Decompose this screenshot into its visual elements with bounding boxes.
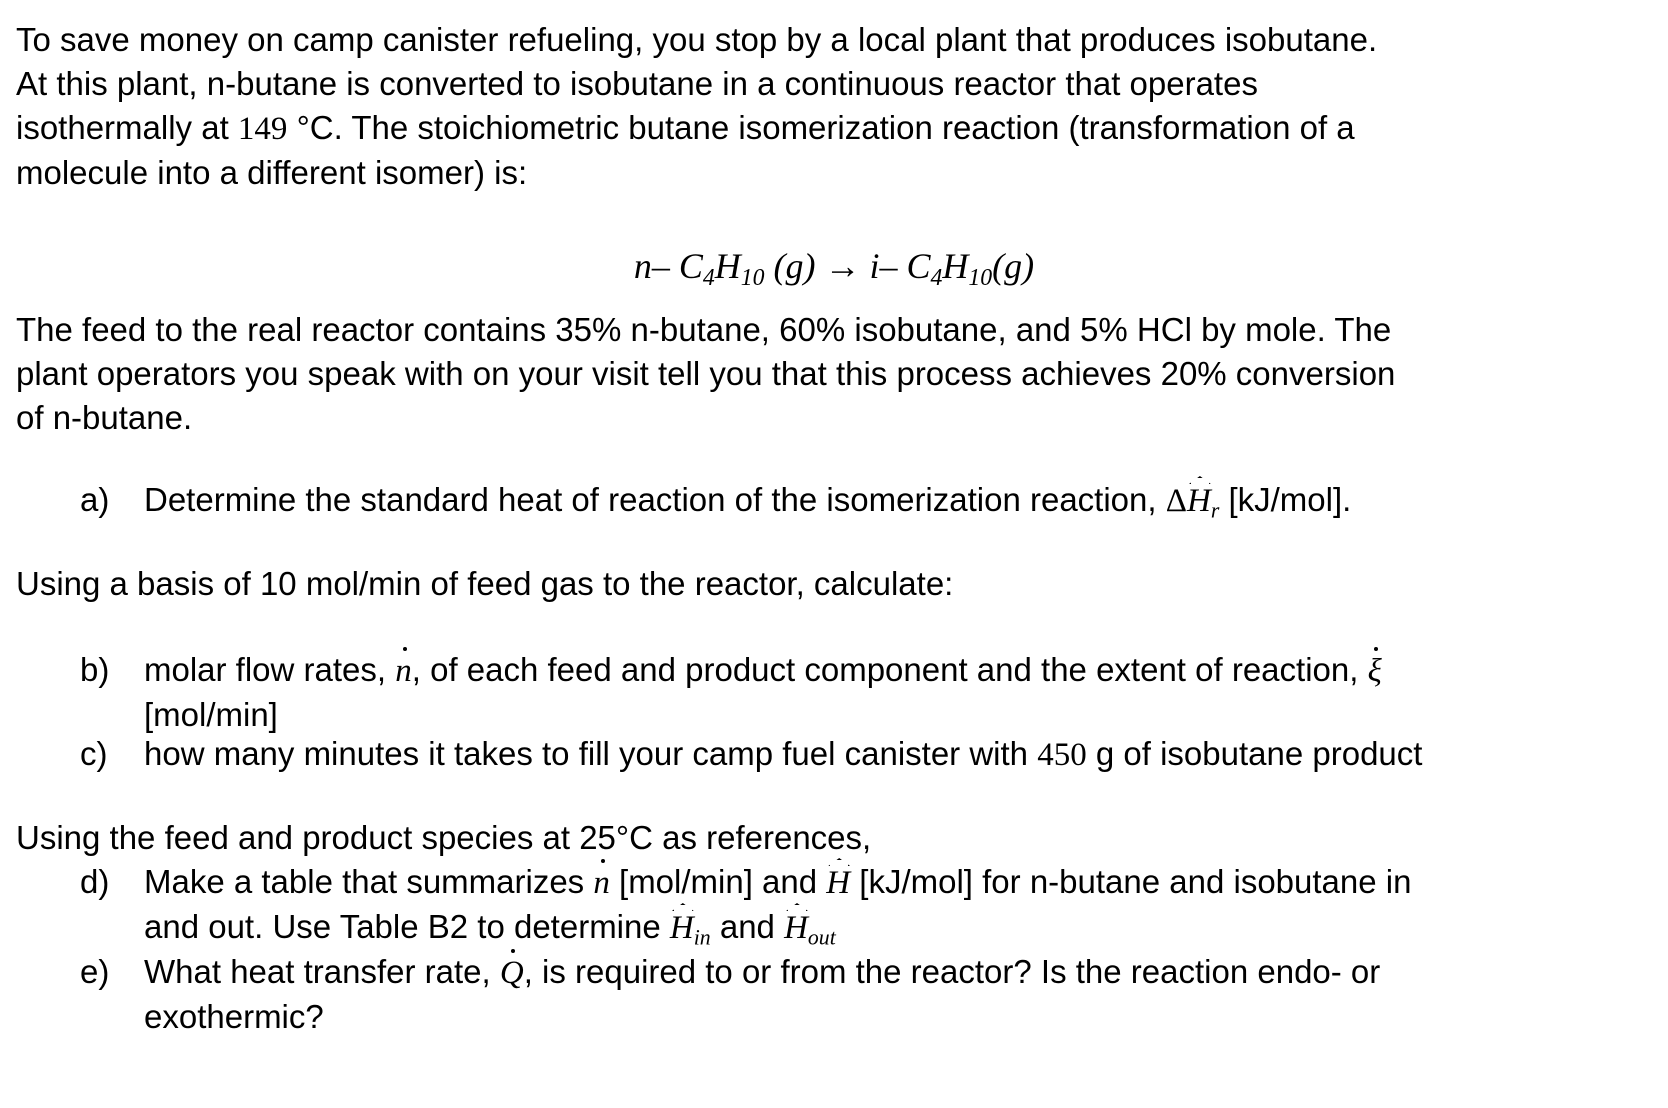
question-d-marker: d)	[80, 863, 110, 900]
basis-paragraph	[16, 562, 1656, 606]
question-c-marker: c)	[80, 735, 108, 772]
reactant-prefix: n– C	[633, 246, 703, 286]
feed-paragraph	[16, 308, 1656, 440]
reference-text: Using the feed and product species at 25°C as references,	[16, 819, 872, 856]
product-carbon-count: 4	[930, 265, 943, 292]
question-d-line-1	[144, 860, 1664, 905]
reaction-arrow: →	[815, 246, 870, 286]
question-a-text	[144, 478, 1664, 523]
delta-symbol: Δ	[1165, 483, 1187, 519]
molar-flow-symbol: n	[395, 649, 412, 693]
question-a-prompt: Determine the standard heat of reaction of the isomerization reaction,	[144, 481, 1166, 518]
extent-symbol: ξ	[1368, 649, 1382, 693]
reactant-hydrogen: H	[714, 246, 741, 286]
enthalpy-symbol: H	[1187, 479, 1211, 523]
feed-line-2: plant operators you speak with on your visit tell you that this process achieves 20% conversion	[16, 355, 1396, 392]
intro-line-3	[16, 106, 1656, 151]
out-subscript: out	[807, 925, 836, 950]
reactant-carbon-count: 4	[702, 265, 715, 292]
question-b-line-2: [mol/min]	[144, 696, 278, 733]
product-phase: (g)	[992, 246, 1035, 286]
reaction-subscript: r	[1210, 498, 1220, 523]
question-b-marker: b)	[80, 651, 110, 688]
molar-flow-symbol: n	[593, 861, 610, 905]
question-c-prompt-rest: g of isobutane product	[1086, 735, 1423, 772]
question-b-text	[144, 648, 1664, 737]
heat-rate-symbol: Q	[500, 951, 524, 995]
question-d-line-2-text: and out. Use Table B2 to determine	[144, 908, 670, 945]
question-c-prompt: how many minutes it takes to fill your camp fuel canister with	[144, 735, 1038, 772]
product-prefix: i– C	[869, 246, 931, 286]
intro-line-3-text: isothermally at	[16, 109, 238, 146]
question-e-marker: e)	[80, 953, 110, 990]
question-e-prompt-rest: , is required to or from the reactor? Is the reaction endo- or	[523, 953, 1381, 990]
question-c-text	[144, 732, 1664, 777]
question-b-prompt-rest: , of each feed and product component and the extent of reaction,	[411, 651, 1368, 688]
basis-text: Using a basis of 10 mol/min of feed gas to the reactor, calculate:	[16, 565, 954, 602]
question-d-prompt-rest: [kJ/mol] for n-butane and isobutane in	[850, 863, 1412, 900]
reactant-hydrogen-count: 10	[740, 265, 765, 292]
enthalpy-in-symbol: H	[670, 906, 694, 950]
question-e-line-2: exothermic?	[144, 998, 324, 1035]
in-subscript: in	[693, 925, 711, 950]
reactant-phase: (g)	[764, 246, 816, 286]
question-e-text	[144, 950, 1664, 1039]
feed-line-3: of n-butane.	[16, 399, 193, 436]
question-e-prompt: What heat transfer rate,	[144, 953, 500, 990]
intro-line-3-rest: °C. The stoichiometric butane isomerization reaction (transformation of a	[287, 109, 1355, 146]
intro-paragraph	[16, 18, 1656, 195]
question-d-and: and	[710, 908, 785, 945]
intro-line-1: To save money on camp canister refueling, you stop by a local plant that produces isobutane.	[16, 21, 1378, 58]
question-e-line-1	[144, 950, 1664, 995]
question-b-prompt: molar flow rates,	[144, 651, 396, 688]
temperature-value: 149	[237, 111, 288, 147]
question-b-line-1	[144, 648, 1664, 693]
enthalpy-out-symbol: H	[784, 906, 808, 950]
intro-line-2: At this plant, n-butane is converted to isobutane in a continuous reactor that operates	[16, 65, 1258, 102]
question-d-text	[144, 860, 1664, 950]
reaction-equation	[0, 242, 1668, 290]
canister-mass-value: 450	[1037, 737, 1087, 773]
product-hydrogen: H	[942, 246, 969, 286]
question-a-marker: a)	[80, 481, 110, 518]
reference-paragraph	[16, 816, 1656, 860]
question-a-unit: [kJ/mol].	[1219, 481, 1352, 518]
question-d-prompt-mid: [mol/min] and	[609, 863, 827, 900]
product-hydrogen-count: 10	[968, 265, 993, 292]
enthalpy-symbol: H	[826, 861, 850, 905]
question-d-prompt: Make a table that summarizes	[144, 863, 594, 900]
feed-line-1: The feed to the real reactor contains 35% n-butane, 60% isobutane, and 5% HCl by mole. The	[16, 311, 1392, 348]
question-d-line-2	[144, 905, 1664, 950]
intro-line-4: molecule into a different isomer) is:	[16, 154, 528, 191]
